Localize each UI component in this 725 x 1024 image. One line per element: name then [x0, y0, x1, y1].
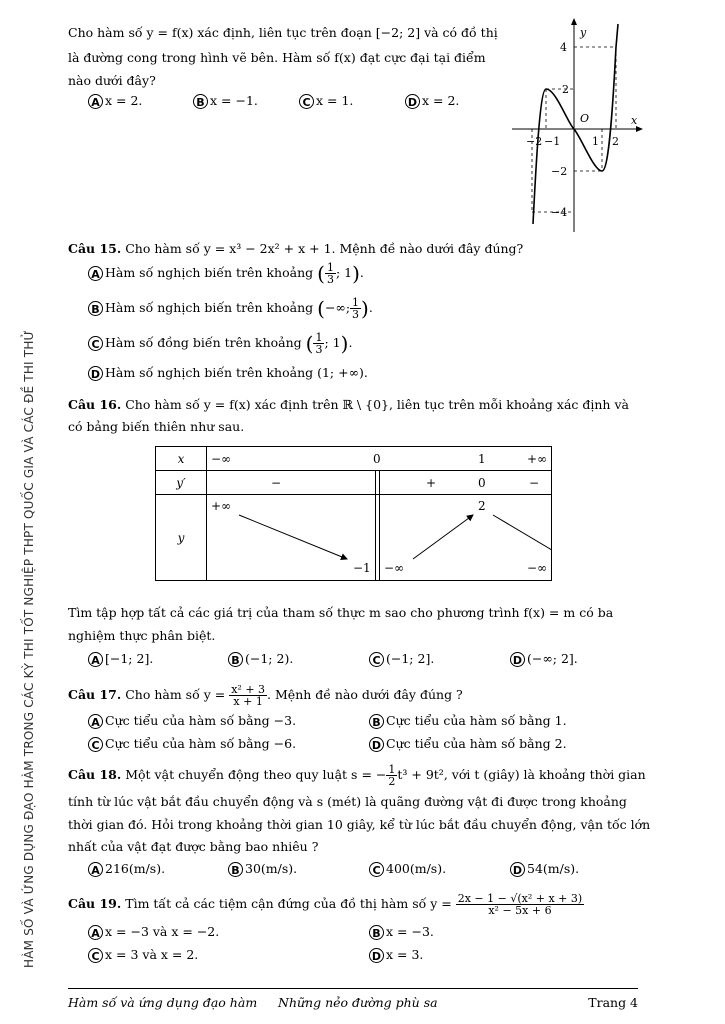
page-number: Trang 4 — [588, 995, 638, 1010]
yprime-plus: + — [426, 476, 437, 490]
q17-option-b[interactable] — [369, 712, 567, 730]
option-text: x = 3 và x = 2. — [105, 947, 199, 962]
x-values-cell — [207, 447, 552, 471]
question-stem-head: Một vật chuyển động theo quy luật s = − — [125, 767, 387, 782]
variation-arrows — [207, 495, 552, 581]
page-footer — [68, 988, 638, 1010]
yprime-minus-2: − — [529, 476, 540, 490]
option-letter: C — [88, 336, 103, 351]
q17-option-c[interactable] — [88, 735, 296, 753]
fraction: $\frac{1}{3}$ — [315, 331, 323, 356]
q14-line1: Cho hàm số y = f(x) xác định, liên tục trên đoạn [−2; 2] và có đồ thị — [68, 25, 498, 40]
option-text: x = −3 và x = −2. — [105, 924, 220, 939]
q18-option-b[interactable] — [228, 860, 297, 878]
option-text: 400(m/s). — [386, 861, 447, 876]
q15-stem — [68, 241, 523, 257]
option-text: x = 2. — [105, 93, 143, 108]
question-stem-head: Cho hàm số y = — [125, 687, 226, 702]
option-letter: D — [369, 948, 384, 963]
tick-minus-2: −2 — [551, 165, 568, 178]
option-text: Hàm số nghịch biến trên khoảng — [105, 265, 314, 280]
question-number: Câu 19. — [68, 896, 122, 911]
x-one: 1 — [478, 452, 486, 466]
arrow-decrease-left — [239, 515, 347, 559]
option-text: (−∞; 2]. — [527, 651, 578, 666]
option-text: Hàm số nghịch biến trên khoảng (1; +∞). — [105, 365, 368, 380]
y-minus-infinity-right: −∞ — [526, 561, 547, 575]
option-letter: B — [88, 301, 103, 316]
q15-option-c[interactable]: C Hàm số đồng biến trên khoảng ( $\frac{1}{3}$ ; 1). — [88, 332, 352, 355]
option-text: Cực tiểu của hàm số bằng 1. — [386, 713, 567, 728]
q18-line4: nhất của vật đạt được bằng bao nhiêu ? — [68, 839, 319, 854]
q16-after-2: nghiệm thực phân biệt. — [68, 628, 216, 643]
option-letter: B — [228, 652, 243, 667]
option-text-tail: ; 1 — [324, 335, 341, 350]
q17-option-d[interactable] — [369, 735, 567, 753]
q18-option-a[interactable] — [88, 860, 165, 878]
origin-label: O — [580, 112, 590, 125]
option-letter: C — [369, 862, 384, 877]
option-letter: B — [193, 94, 208, 109]
option-text: Cực tiểu của hàm số bằng 2. — [386, 736, 567, 751]
option-letter: C — [299, 94, 314, 109]
option-letter: D — [510, 652, 525, 667]
q16-stem — [68, 397, 629, 413]
option-letter: D — [369, 737, 384, 752]
option-text: 54(m/s). — [527, 861, 580, 876]
option-text: (−1; 2). — [245, 651, 294, 666]
q16-option-b[interactable] — [228, 650, 293, 668]
fraction: $\frac{1}{3}$ — [352, 296, 360, 321]
x-plus-infinity: +∞ — [526, 452, 547, 466]
option-letter: A — [88, 862, 103, 877]
tick-4: 4 — [560, 41, 567, 54]
q19-option-c[interactable] — [88, 946, 198, 964]
option-text: Cực tiểu của hàm số bằng −3. — [105, 713, 297, 728]
option-text: [−1; 2]. — [105, 651, 154, 666]
option-letter: C — [369, 652, 384, 667]
footer-middle: Những nẻo đường phù sa — [278, 995, 438, 1010]
x-axis-label: x — [631, 114, 638, 127]
q15-option-a[interactable]: A Hàm số nghịch biến trên khoảng ( $\frac{1}{3}$ ; 1). — [88, 262, 364, 285]
undefined-bar — [375, 471, 380, 494]
question-stem-tail: . Mệnh đề nào dưới đây đúng ? — [267, 687, 463, 702]
row-label-y: y — [156, 495, 207, 581]
x-minus-infinity: −∞ — [211, 452, 232, 466]
q19-option-a[interactable] — [88, 923, 219, 941]
function-graph — [508, 14, 648, 236]
q18-option-c[interactable] — [369, 860, 446, 878]
fraction: $\frac{\text{x² + 3}}{x + 1}$ — [231, 683, 266, 708]
option-text: 30(m/s). — [245, 861, 298, 876]
option-text-head: −∞; — [324, 300, 351, 315]
question-stem: Cho hàm số y = x³ − 2x² + x + 1. Mệnh đề nào dưới đây đúng? — [125, 241, 524, 256]
y-axis-arrow — [571, 18, 577, 25]
arrow-increase — [413, 515, 473, 559]
q19-option-b[interactable] — [369, 923, 434, 941]
row-label-yprime: y′ — [156, 471, 207, 495]
q15-option-d[interactable] — [88, 364, 368, 382]
y-minus-infinity-left: −∞ — [384, 561, 405, 575]
option-letter: B — [369, 714, 384, 729]
option-letter: C — [88, 737, 103, 752]
question-number: Câu 16. — [68, 397, 122, 412]
fraction: $\frac{1}{2}$ — [388, 763, 396, 788]
option-text-tail: ; 1 — [335, 265, 353, 280]
function-values-cell — [207, 495, 552, 581]
q15-option-b[interactable]: B Hàm số nghịch biến trên khoảng (−∞; $\frac{1}{3}$ ). — [88, 297, 373, 320]
yprime-zero: 0 — [478, 476, 486, 490]
q16-option-a[interactable] — [88, 650, 153, 668]
tick-x-2: 2 — [612, 135, 619, 148]
option-text: x = −1. — [210, 93, 258, 108]
q14-line3: nào dưới đây? — [68, 73, 156, 88]
curve — [533, 24, 618, 224]
footer-left: Hàm số và ứng dụng đạo hàm — [68, 995, 258, 1010]
option-text: x = 3. — [386, 947, 424, 962]
sidebar-vertical-title: HÀM SỐ VÀ ỨNG DỤNG ĐẠO HÀM TRONG CÁC KỲ THI TỐT NGHIỆP THPT QUỐC GIA VÀ CÁC ĐỀ THI THỬ — [22, 329, 36, 968]
option-letter: A — [88, 266, 103, 281]
q16-option-c[interactable] — [369, 650, 434, 668]
question-stem-head: Tìm tất cả các tiệm cận đứng của đồ thị hàm số y = — [125, 896, 452, 911]
question-stem: Cho hàm số y = f(x) xác định trên ℝ \ {0}, liên tục trên mỗi khoảng xác định và — [125, 397, 629, 412]
question-number: Câu 17. — [68, 687, 122, 702]
q18-line3: thời gian đó. Hỏi trong khoảng thời gian 10 giây, kể từ lúc bắt đầu chuyển động, vận tốc lớn — [68, 817, 651, 832]
tick-x-1: 1 — [592, 135, 599, 148]
q18-option-d[interactable] — [510, 860, 579, 878]
fraction: $\frac{\text{2x − 1 − √(x² + x + 3)}}{\text{x² − 5x + 6}}$ — [457, 892, 583, 917]
option-letter: A — [88, 652, 103, 667]
option-text: (−1; 2]. — [386, 651, 435, 666]
derivative-cell — [207, 471, 552, 495]
q14-option-b[interactable] — [193, 92, 258, 110]
option-letter: D — [88, 366, 103, 381]
q16-after-1: Tìm tập hợp tất cả các giá trị của tham số thực m sao cho phương trình f(x) = m có ba — [68, 605, 614, 620]
y-two: 2 — [478, 499, 486, 513]
option-letter: D — [510, 862, 525, 877]
q16-stem-2: có bảng biến thiên như sau. — [68, 419, 245, 434]
tick-x-minus-2: −2 — [526, 135, 543, 148]
option-letter: C — [88, 948, 103, 963]
option-text: x = −3. — [386, 924, 434, 939]
option-text: 216(m/s). — [105, 861, 166, 876]
arrow-decrease-right — [493, 515, 552, 559]
q17-option-a[interactable] — [88, 712, 296, 730]
q18-line2: tính từ lúc vật bắt đầu chuyển động và s (mét) là quãng đường vật đi được trong khoảng — [68, 794, 627, 809]
q14-option-a[interactable] — [88, 92, 142, 110]
option-text: x = 2. — [422, 93, 460, 108]
row-label-x: x — [156, 447, 207, 471]
fraction: $\frac{1}{3}$ — [326, 261, 334, 286]
y-axis-label: y — [580, 26, 587, 39]
option-text: Hàm số đồng biến trên khoảng — [105, 335, 302, 350]
option-text: Hàm số nghịch biến trên khoảng — [105, 300, 314, 315]
y-minus-one: −1 — [353, 561, 371, 575]
tick-2: 2 — [562, 83, 569, 96]
tick-x-minus-1: −1 — [544, 135, 561, 148]
question-number: Câu 15. — [68, 241, 122, 256]
option-letter: A — [88, 714, 103, 729]
option-letter: B — [369, 925, 384, 940]
option-text: x = 1. — [316, 93, 354, 108]
variation-table — [155, 446, 552, 581]
q19-option-d[interactable] — [369, 946, 423, 964]
y-plus-infinity: +∞ — [211, 499, 232, 513]
q18-stem — [68, 762, 646, 788]
option-letter: D — [405, 94, 420, 109]
x-zero: 0 — [373, 452, 381, 466]
tick-minus-4: −4 — [551, 206, 568, 219]
option-letter: A — [88, 94, 103, 109]
yprime-minus: − — [271, 476, 282, 490]
q17-stem — [68, 682, 463, 708]
question-stem-tail: t³ + 9t², với t (giây) là khoảng thời gian — [397, 767, 646, 782]
q14-line2: là đường cong trong hình vẽ bên. Hàm số f(x) đạt cực đại tại điểm — [68, 50, 486, 65]
option-text: Cực tiểu của hàm số bằng −6. — [105, 736, 297, 751]
q14-option-c[interactable] — [299, 92, 353, 110]
option-letter: B — [228, 862, 243, 877]
option-letter: A — [88, 925, 103, 940]
q19-stem — [68, 889, 584, 919]
q14-option-d[interactable] — [405, 92, 459, 110]
question-number: Câu 18. — [68, 767, 122, 782]
q16-option-d[interactable] — [510, 650, 578, 668]
